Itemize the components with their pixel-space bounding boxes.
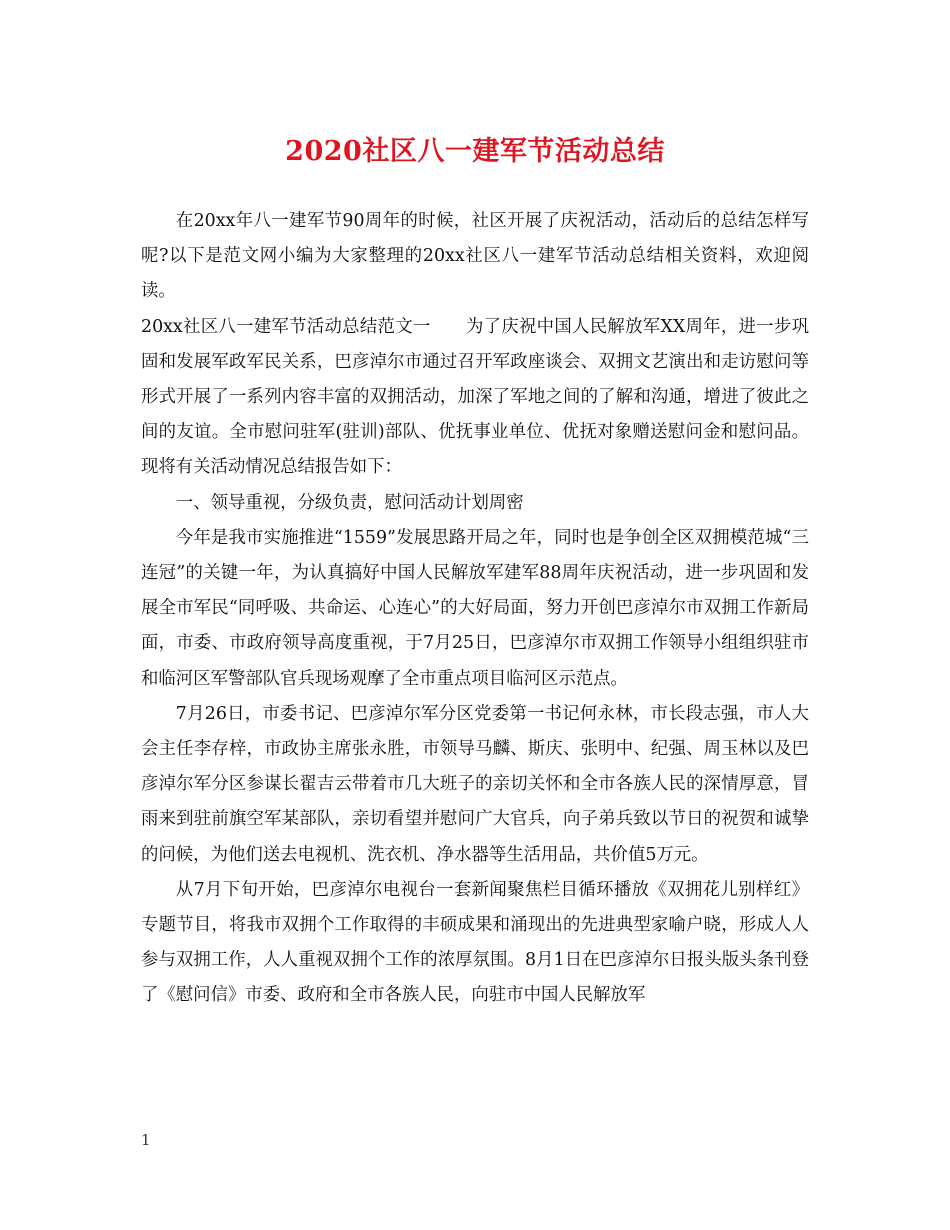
page-number: 1: [141, 1131, 151, 1149]
paragraph: 在20xx年八一建军节90周年的时候，社区开展了庆祝活动，活动后的总结怎样写呢?以下是范文网小编为大家整理的20xx社区八一建军节活动总结相关资料，欢迎阅读。: [141, 211, 809, 302]
document-body: [141, 204, 809, 1014]
paragraph: 从7月下旬开始，巴彦淖尔电视台一套新闻聚焦栏目循环播放《双拥花儿别样红》专题节目，将我市双拥个工作取得的丰硕成果和涌现出的先进典型家喻户晓，形成人人参与双拥工作，人人重视双拥个工作的浓厚氛围。8月1日在巴彦淖尔日报头版头条刊登了《慰问信》市委、政府和全市各族人民，向驻市中国人民解放军: [141, 879, 809, 1006]
paragraph: 今年是我市实施推进“1559”发展思路开局之年，同时也是争创全区双拥模范城“三连冠”的关键一年，为认真搞好中国人民解放军建军88周年庆祝活动，进一步巩固和发展全市军民“同呼吸、共命运、心连心”的大好局面，努力开创巴彦淖尔市双拥工作新局面，市委、市政府领导高度重视，于7月25日，巴彦淖尔市双拥工作领导小组组织驻市和临河区军警部队官兵现场观摩了全市重点项目临河区示范点。: [141, 527, 809, 689]
paragraph: 7月26日，市委书记、巴彦淖尔军分区党委第一书记何永林，市长段志强，市人大会主任李存梓，市政协主席张永胜，市领导马麟、斯庆、张明中、纪强、周玉林以及巴彦淖尔军分区参谋长翟吉云带着市几大班子的亲切关怀和全市各族人民的深情厚意，冒雨来到驻前旗空军某部队，亲切看望并慰问广大官兵，向子弟兵致以节日的祝贺和诚挚的问候，为他们送去电视机、洗衣机、净水器等生活用品，共价值5万元。: [141, 703, 809, 865]
paragraph: 20xx社区八一建军节活动总结范文一 为了庆祝中国人民解放军XX周年，进一步巩固和发展军政军民关系，巴彦淖尔市通过召开军政座谈会、双拥文艺演出和走访慰问等形式开展了一系列内容丰富的双拥活动，加深了军地之间的了解和沟通，增进了彼此之间的友谊。全市慰问驻军(驻训)部队、优抚事业单位、优抚对象赠送慰问金和慰问品。现将有关活动情况总结报告如下：: [141, 316, 809, 478]
section-heading: 一、领导重视，分级负责，慰问活动计划周密: [175, 492, 524, 513]
document-title: 2020社区八一建军节活动总结: [285, 136, 665, 167]
